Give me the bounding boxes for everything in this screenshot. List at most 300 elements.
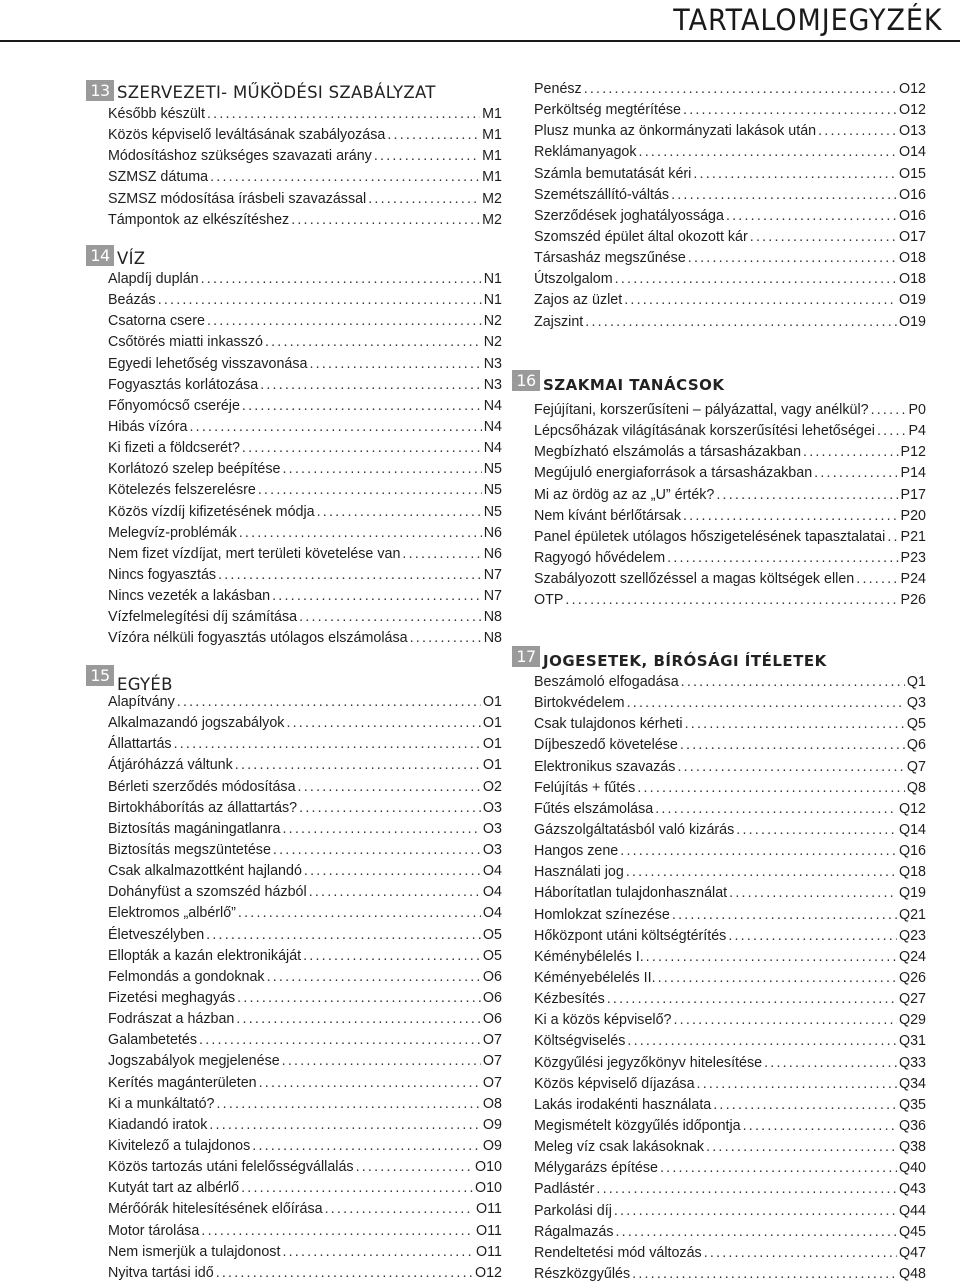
dot-leader xyxy=(199,1030,481,1051)
entry-title: Bérleti szerződés módosítása xyxy=(108,778,296,795)
entry-page-number: Q29 xyxy=(898,1012,926,1029)
toc-entry xyxy=(534,185,926,206)
dot-leader xyxy=(273,840,481,861)
entry-page-number: P24 xyxy=(900,571,926,588)
dot-leader xyxy=(660,1158,897,1179)
dot-leader xyxy=(627,1031,897,1052)
dot-leader xyxy=(267,967,481,988)
dot-leader xyxy=(158,290,482,311)
entry-page-number: N3 xyxy=(483,355,502,372)
entry-page-number: Q16 xyxy=(898,843,926,860)
dot-leader xyxy=(743,1116,897,1137)
entry-page-number: O14 xyxy=(898,144,926,161)
dot-leader xyxy=(693,164,897,185)
dot-leader xyxy=(291,210,480,231)
entry-title: Homlokzat színezése xyxy=(534,906,670,923)
toc-entry xyxy=(534,548,926,569)
dot-leader xyxy=(624,290,897,311)
entry-page-number: O6 xyxy=(482,968,502,985)
entry-title: Kézbesítés xyxy=(534,991,605,1008)
dot-leader xyxy=(216,1263,473,1284)
dot-leader xyxy=(672,905,897,926)
entry-title: Kiadandó iratok xyxy=(108,1116,208,1133)
entry-title: Főnyomócső cseréje xyxy=(108,397,240,414)
entry-page-number: P26 xyxy=(900,592,926,609)
entry-title: Közös képviselő leváltásának szabályozása xyxy=(108,127,386,144)
entry-page-number: O6 xyxy=(482,1011,502,1028)
page-title: TARTALOMJEGYZÉK xyxy=(672,3,942,37)
toc-entry xyxy=(108,1073,502,1094)
toc-entry xyxy=(108,777,502,798)
entry-title: Mérőórák hitelesítésének előírása xyxy=(108,1201,323,1218)
toc-entry xyxy=(534,799,926,820)
toc-entry xyxy=(108,1157,502,1178)
entry-title: Hangos zene xyxy=(534,843,619,860)
toc-entry xyxy=(534,290,926,311)
entry-title: Ki a közös képviselő? xyxy=(534,1012,672,1029)
toc-entry xyxy=(534,905,926,926)
entry-page-number: Q7 xyxy=(906,758,926,775)
dot-leader xyxy=(655,799,897,820)
toc-entry xyxy=(534,421,926,442)
toc-entry xyxy=(108,1242,502,1263)
dot-leader xyxy=(814,463,898,484)
entry-page-number: O12 xyxy=(898,81,926,97)
toc-entry xyxy=(534,227,926,248)
entry-page-number: O5 xyxy=(482,926,502,943)
toc-entry xyxy=(534,142,926,163)
entry-list xyxy=(512,394,926,611)
toc-entry xyxy=(108,1030,502,1051)
toc-entry xyxy=(108,269,502,290)
entry-page-number: P14 xyxy=(900,465,926,482)
entry-title: Használati jog xyxy=(534,864,624,881)
dot-leader xyxy=(317,502,482,523)
toc-entry xyxy=(534,968,926,989)
toc-entry xyxy=(534,1201,926,1222)
entry-page-number: Q38 xyxy=(898,1139,926,1156)
entry-title: Alapdíj duplán xyxy=(108,271,199,287)
entry-title: Díjbeszedő követelése xyxy=(534,737,678,754)
dot-leader xyxy=(887,527,898,548)
toc-entry xyxy=(534,1179,926,1200)
entry-title: Fejújítani, korszerűsíteni – pályázattal, vagy anélkül? xyxy=(534,402,869,418)
toc-entry xyxy=(108,396,502,417)
dot-leader xyxy=(282,819,480,840)
entry-page-number: Q31 xyxy=(898,1033,926,1050)
entry-list xyxy=(512,670,926,1285)
entry-title: Csak tulajdonos kérheti xyxy=(534,716,683,733)
toc-entry xyxy=(534,1137,926,1158)
toc-entry xyxy=(534,1031,926,1052)
toc-entry xyxy=(534,862,926,883)
toc-entry xyxy=(108,459,502,480)
entry-title: Kötelezés felszerelésre xyxy=(108,482,256,499)
entry-title: Mi az ördög az az „U” érték? xyxy=(534,486,715,503)
dot-leader xyxy=(681,672,905,693)
entry-title: Szerződések joghatályossága xyxy=(534,207,724,224)
toc-entry xyxy=(108,1136,502,1157)
entry-title: Szabályozott szellőzéssel a magas költségek ellen xyxy=(534,571,855,588)
dot-leader xyxy=(310,354,482,375)
entry-page-number: P21 xyxy=(900,528,926,545)
dot-leader xyxy=(620,841,897,862)
toc-entry xyxy=(108,1094,502,1115)
dot-leader xyxy=(218,565,482,586)
entry-title: Melegvíz-problémák xyxy=(108,524,237,541)
section-number-badge: 17 xyxy=(512,646,540,667)
entry-page-number: O5 xyxy=(482,947,502,964)
dot-leader xyxy=(282,459,481,480)
dot-leader xyxy=(282,1051,481,1072)
dot-leader xyxy=(706,1137,897,1158)
entry-title: Rágalmazás xyxy=(534,1223,614,1240)
toc-entry xyxy=(534,1010,926,1031)
toc-entry xyxy=(534,121,926,142)
toc-entry xyxy=(108,819,502,840)
entry-title: Ragyogó hővédelem xyxy=(534,549,666,566)
entry-title: Nincs fogyasztás xyxy=(108,566,217,583)
dot-leader xyxy=(258,480,482,501)
entry-title: Megújuló energiaforrások a társasházakban xyxy=(534,465,813,482)
toc-entry xyxy=(108,882,502,903)
section-header xyxy=(86,80,502,102)
toc-entry xyxy=(534,590,926,611)
toc-entry xyxy=(108,798,502,819)
entry-title: Hibás vízóra xyxy=(108,418,188,435)
entry-page-number: Q6 xyxy=(906,737,926,754)
dot-leader xyxy=(726,206,897,227)
entry-title: Vízóra nélküli fogyasztás utólagos elszámolása xyxy=(108,630,408,647)
entry-page-number: Q24 xyxy=(898,948,926,965)
entry-page-number: O11 xyxy=(476,1222,502,1239)
entry-page-number: O3 xyxy=(482,841,502,858)
entry-page-number: O11 xyxy=(476,1201,502,1218)
toc-entry xyxy=(108,167,502,188)
toc-entry xyxy=(108,628,502,649)
dot-leader xyxy=(356,1157,473,1178)
toc-entry xyxy=(534,1222,926,1243)
entry-page-number: M2 xyxy=(482,211,502,228)
entry-page-number: O7 xyxy=(482,1074,502,1091)
section-14 xyxy=(86,245,502,650)
toc-entry xyxy=(534,1074,926,1095)
entry-title: Hőközpont utáni költségtérítés xyxy=(534,927,727,944)
entry-title: Mélygarázs építése xyxy=(534,1160,658,1177)
entry-title: Támpontok az elkészítéshez xyxy=(108,211,290,228)
dot-leader xyxy=(238,903,481,924)
entry-page-number: O7 xyxy=(482,1032,502,1049)
toc-entry xyxy=(108,210,502,231)
toc-entry xyxy=(108,438,502,459)
dot-leader xyxy=(304,861,481,882)
dot-leader xyxy=(402,544,481,565)
entry-title: Szomszéd épület által okozott kár xyxy=(534,228,748,245)
entry-title: Jogszabályok megjelenése xyxy=(108,1053,280,1070)
entry-title: Nincs vezeték a lakásban xyxy=(108,588,271,605)
entry-page-number: O3 xyxy=(482,820,502,837)
toc-entry xyxy=(534,672,926,693)
section-15 xyxy=(86,665,502,1284)
toc-entry xyxy=(108,713,502,734)
entry-page-number: Q1 xyxy=(906,674,926,690)
entry-page-number: O9 xyxy=(482,1116,502,1133)
entry-page-number: P4 xyxy=(908,423,926,440)
entry-title: Állattartás xyxy=(108,736,172,753)
entry-page-number: N6 xyxy=(483,545,502,562)
entry-title: Lakás irodakénti használata xyxy=(534,1096,712,1113)
dot-leader xyxy=(729,883,897,904)
toc-entry xyxy=(108,523,502,544)
dot-leader xyxy=(209,1115,481,1136)
entry-title: SZMSZ dátuma xyxy=(108,169,209,186)
dot-leader xyxy=(683,506,899,527)
toc-entry xyxy=(534,820,926,841)
entry-title: Penész xyxy=(534,81,582,97)
toc-entry xyxy=(534,778,926,799)
entry-title: Dohányfüst a szomszéd házból xyxy=(108,884,307,901)
dot-leader xyxy=(235,755,481,776)
toc-entry xyxy=(108,903,502,924)
entry-title: Reklámanyagok xyxy=(534,144,637,161)
dot-leader xyxy=(626,862,897,883)
section-header xyxy=(86,665,502,694)
dot-leader xyxy=(637,778,905,799)
dot-leader xyxy=(736,820,897,841)
entry-page-number: N4 xyxy=(483,418,502,435)
toc-entry xyxy=(108,1199,502,1220)
dot-leader xyxy=(697,1074,897,1095)
entry-title: Nem ismerjük a tulajdonost xyxy=(108,1243,281,1260)
section-13 xyxy=(86,80,502,231)
dot-leader xyxy=(667,548,898,569)
dot-leader xyxy=(607,989,897,1010)
entry-page-number: O6 xyxy=(482,989,502,1006)
dot-leader xyxy=(242,396,482,417)
entry-title: Fűtés elszámolása xyxy=(534,800,654,817)
entry-page-number: M1 xyxy=(482,127,502,144)
entry-title: Beázás xyxy=(108,292,156,309)
entry-page-number: O10 xyxy=(474,1159,502,1176)
dot-leader xyxy=(201,269,482,290)
entry-page-number: Q26 xyxy=(898,969,926,986)
entry-page-number: N2 xyxy=(483,313,502,330)
entry-page-number: Q48 xyxy=(898,1265,926,1282)
entry-title: Zajszint xyxy=(534,313,584,330)
entry-page-number: Q27 xyxy=(898,991,926,1008)
entry-title: OTP xyxy=(534,592,564,609)
dot-leader xyxy=(189,417,481,438)
dot-leader xyxy=(596,1179,897,1200)
entry-page-number: O12 xyxy=(474,1264,502,1281)
entry-title: Kutyát tart az albérlő xyxy=(108,1180,240,1197)
toc-entry xyxy=(108,1221,502,1242)
toc-entry xyxy=(108,146,502,167)
dot-leader xyxy=(368,189,480,210)
section-title: VÍZ xyxy=(117,249,146,268)
entry-title: Elektromos „albérlő” xyxy=(108,905,236,922)
entry-page-number: O1 xyxy=(482,736,502,753)
entry-title: Elektronikus szavazás xyxy=(534,758,676,775)
dot-leader xyxy=(286,713,480,734)
toc-entry xyxy=(534,1095,926,1116)
entry-list xyxy=(512,79,926,333)
entry-page-number: N5 xyxy=(483,503,502,520)
entry-title: Zajos az üzlet xyxy=(534,292,623,309)
entry-title: Nyitva tartási idő xyxy=(108,1264,214,1281)
entry-page-number: P17 xyxy=(900,486,926,503)
dot-leader xyxy=(282,1242,474,1263)
dot-leader xyxy=(207,104,480,125)
toc-entry xyxy=(534,463,926,484)
toc-entry xyxy=(108,925,502,946)
entry-title: Közös vízdíj kifizetésének módja xyxy=(108,503,315,520)
entry-page-number: N5 xyxy=(483,461,502,478)
toc-entry xyxy=(108,734,502,755)
dot-leader xyxy=(242,438,482,459)
entry-page-number: O10 xyxy=(474,1180,502,1197)
title-divider xyxy=(0,40,960,42)
entry-title: Felújítás + fűtés xyxy=(534,779,636,796)
entry-page-number: O16 xyxy=(898,186,926,203)
toc-entry xyxy=(534,714,926,735)
toc-entry xyxy=(108,125,502,146)
dot-leader xyxy=(658,968,897,989)
entry-title: Megbízható elszámolás a társasházakban xyxy=(534,444,802,461)
toc-entry xyxy=(108,586,502,607)
entry-title: Kivitelező a tulajdonos xyxy=(108,1137,251,1154)
entry-page-number: O2 xyxy=(482,778,502,795)
toc-entry xyxy=(534,248,926,269)
dot-leader xyxy=(259,1073,481,1094)
dot-leader xyxy=(309,882,481,903)
section-title: SZERVEZETI- MŰKÖDÉSI SZABÁLYZAT xyxy=(117,83,436,102)
entry-title: Életveszélyben xyxy=(108,926,205,943)
entry-title: Kéményebélelés II. xyxy=(534,969,656,986)
toc-entry xyxy=(534,947,926,968)
dot-leader xyxy=(325,1199,474,1220)
dot-leader xyxy=(615,269,897,290)
entry-title: Átjáróházzá váltunk xyxy=(108,757,233,774)
dot-leader xyxy=(750,227,897,248)
entry-list xyxy=(86,269,502,650)
entry-title: Plusz munka az önkormányzati lakások után xyxy=(534,123,817,140)
dot-leader xyxy=(303,946,481,967)
entry-title: Megismételt közgyűlés időpontja xyxy=(534,1117,741,1134)
entry-page-number: M1 xyxy=(482,148,502,165)
toc-entry xyxy=(534,100,926,121)
toc-entry xyxy=(108,1009,502,1030)
toc-entry xyxy=(108,544,502,565)
toc-entry xyxy=(534,527,926,548)
entry-page-number: N1 xyxy=(483,292,502,309)
toc-entry xyxy=(108,692,502,713)
toc-entry xyxy=(108,607,502,628)
toc-entry xyxy=(108,861,502,882)
dot-leader xyxy=(298,777,481,798)
toc-entry xyxy=(108,565,502,586)
toc-entry xyxy=(108,189,502,210)
entry-page-number: N8 xyxy=(483,630,502,647)
dot-leader xyxy=(217,1094,481,1115)
entry-page-number: Q45 xyxy=(898,1223,926,1240)
dot-leader xyxy=(856,569,898,590)
entry-title: Korlátozó szelep beépítése xyxy=(108,461,281,478)
entry-title: Közgyűlési jegyzőkönyv hitelesítése xyxy=(534,1054,763,1071)
dot-leader xyxy=(677,757,904,778)
section-number-badge: 13 xyxy=(86,80,114,101)
entry-page-number: O1 xyxy=(482,757,502,774)
section-number-badge: 16 xyxy=(512,370,540,391)
toc-entry xyxy=(534,569,926,590)
dot-leader xyxy=(632,1264,897,1285)
section-16 xyxy=(512,370,926,611)
entry-title: Lépcsőházak világításának korszerűsítési lehetőségei xyxy=(534,423,875,440)
dot-leader xyxy=(764,1053,897,1074)
toc-entry xyxy=(108,755,502,776)
toc-entry xyxy=(108,1178,502,1199)
dot-leader xyxy=(871,400,907,421)
entry-page-number: O18 xyxy=(898,271,926,288)
toc-entry xyxy=(534,1158,926,1179)
entry-page-number: P23 xyxy=(900,549,926,566)
toc-entry xyxy=(534,269,926,290)
toc-entry xyxy=(108,1051,502,1072)
entry-title: Parkolási díj xyxy=(534,1202,612,1219)
entry-page-number: O18 xyxy=(898,250,926,267)
entry-page-number: P0 xyxy=(908,402,926,418)
section-number-badge: 14 xyxy=(86,245,114,266)
entry-page-number: N7 xyxy=(483,566,502,583)
dot-leader xyxy=(236,1009,481,1030)
entry-title: Csőtörés miatti inkasszó xyxy=(108,334,263,351)
dot-leader xyxy=(585,312,897,333)
toc-entry xyxy=(534,693,926,714)
entry-page-number: Q34 xyxy=(898,1075,926,1092)
entry-title: Csak alkalmazottként hajlandó xyxy=(108,863,302,880)
toc-entry xyxy=(534,757,926,778)
entry-page-number: O17 xyxy=(898,228,926,245)
toc-entry xyxy=(534,312,926,333)
entry-page-number: Q14 xyxy=(898,821,926,838)
toc-entry xyxy=(108,988,502,1009)
entry-page-number: Q33 xyxy=(898,1054,926,1071)
entry-title: Fodrászat a házban xyxy=(108,1011,235,1028)
section-title: JOGESETEK, BÍRÓSÁGI ÍTÉLETEK xyxy=(543,652,827,670)
entry-page-number: M1 xyxy=(482,169,502,186)
entry-title: Panel épületek utólagos hőszigetelésének tapasztalatai xyxy=(534,528,886,545)
toc-entry xyxy=(108,502,502,523)
dot-leader xyxy=(614,1201,897,1222)
entry-page-number: Q5 xyxy=(906,716,926,733)
entry-page-number: Q23 xyxy=(898,927,926,944)
dot-leader xyxy=(237,988,481,1009)
dot-leader xyxy=(627,693,905,714)
entry-page-number: P12 xyxy=(900,444,926,461)
entry-page-number: O3 xyxy=(482,799,502,816)
entry-list xyxy=(86,104,502,231)
dot-leader xyxy=(201,1221,474,1242)
entry-title: Rendeltetési mód változás xyxy=(534,1244,702,1261)
entry-title: Ellopták a kazán elektronikáját xyxy=(108,947,302,964)
entry-title: Padlástér xyxy=(534,1181,595,1198)
entry-title: Közös tartozás utáni felelősségvállalás xyxy=(108,1159,354,1176)
entry-title: Felmondás a gondoknak xyxy=(108,968,265,985)
dot-leader xyxy=(210,167,480,188)
entry-page-number: Q3 xyxy=(906,695,926,712)
dot-leader xyxy=(374,146,480,167)
toc-entry xyxy=(534,485,926,506)
